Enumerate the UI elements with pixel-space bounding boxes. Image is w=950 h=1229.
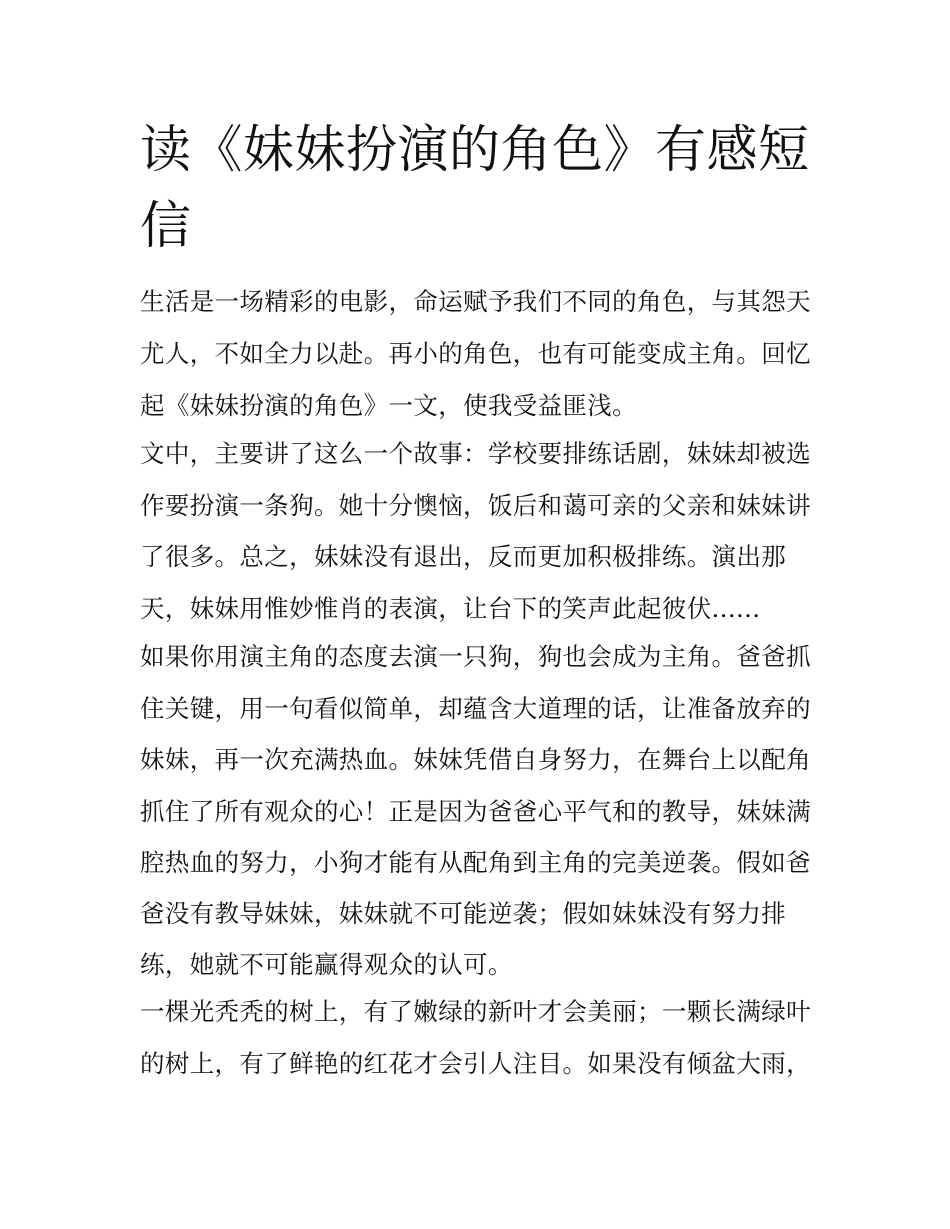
body-line: 的树上，有了鲜艳的红花才会引人注目。如果没有倾盆大雨， — [140, 1049, 811, 1078]
body-line: 作要扮演一条狗。她十分懊恼，饭后和蔼可亲的父亲和妹妹讲 — [140, 491, 811, 520]
body-line: 如果你用演主角的态度去演一只狗，狗也会成为主角。爸爸抓 — [140, 642, 811, 671]
document-title — [140, 113, 820, 265]
body-line: 文中，主要讲了这么一个故事：学校要排练话剧，妹妹却被选 — [140, 439, 811, 468]
body-line: 妹妹，再一次充满热血。妹妹凭借自身努力，在舞台上以配角 — [140, 745, 811, 774]
body-line: 了很多。总之，妹妹没有退出，反而更加积极排练。演出那 — [140, 542, 787, 571]
body-line: 抓住了所有观众的心！正是因为爸爸心平气和的教导，妹妹满 — [140, 797, 811, 826]
title-line-1: 读《妹妹扮演的角色》有感短 — [140, 121, 810, 180]
body-line: 住关键，用一句看似简单，却蕴含大道理的话，让准备放弃的 — [140, 694, 811, 723]
body-line: 起《妹妹扮演的角色》一文，使我受益匪浅。 — [140, 391, 637, 420]
body-line: 天，妹妹用惟妙惟肖的表演，让台下的笑声此起彼伏...... — [140, 594, 761, 623]
body-line: 一棵光秃秃的树上，有了嫩绿的新叶才会美丽；一颗长满绿叶 — [140, 997, 811, 1026]
body-line: 练，她就不可能赢得观众的认可。 — [140, 950, 513, 979]
body-line: 腔热血的努力，小狗才能有从配角到主角的完美逆袭。假如爸 — [140, 848, 811, 877]
body-line: 爸没有教导妹妹，妹妹就不可能逆袭；假如妹妹没有努力排 — [140, 899, 787, 928]
title-line-2: 信 — [140, 197, 192, 256]
body-line: 尤人，不如全力以赴。再小的角色，也有可能变成主角。回忆 — [140, 339, 811, 368]
body-line: 生活是一场精彩的电影，命运赋予我们不同的角色，与其怨天 — [140, 287, 811, 316]
